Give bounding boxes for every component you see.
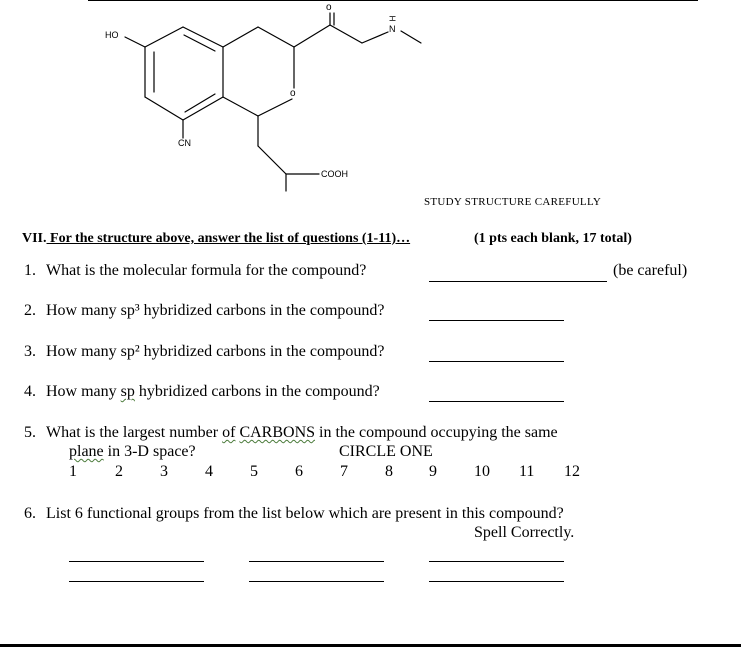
question-5-text	[46, 424, 558, 442]
question-5-plane: plane	[69, 443, 104, 460]
question-2-number: 2.	[24, 302, 36, 319]
heading-text: For the structure above, answer the list of questions (1-11)…	[46, 231, 411, 246]
question-5-of: of	[222, 424, 236, 441]
aromatic-bond	[185, 94, 215, 112]
question-6-number: 6.	[24, 505, 36, 522]
aromatic-bond	[184, 35, 215, 51]
circle-one-label: CIRCLE ONE	[339, 443, 433, 460]
question-5-carbons: CARBONS	[239, 424, 316, 441]
functional-group-blank[interactable]	[249, 561, 384, 562]
question-5-number: 5.	[24, 424, 36, 441]
cooh-label: COOH	[321, 169, 348, 179]
answer-blank-4[interactable]	[429, 401, 564, 402]
bond	[183, 97, 223, 120]
bond	[258, 146, 286, 174]
nh-n-label: N	[389, 24, 396, 34]
question-3-text: How many sp² hybridized carbons in the compound?	[46, 343, 385, 360]
question-4-sp: sp	[120, 383, 135, 400]
bond	[294, 25, 330, 47]
bond	[362, 32, 388, 43]
functional-group-blank[interactable]	[249, 581, 384, 582]
carbonyl-oxygen-label: o	[326, 2, 332, 13]
bond	[125, 37, 145, 47]
answer-blank-1[interactable]	[429, 281, 607, 282]
option-3[interactable]: 3	[160, 463, 168, 480]
question-3-number: 3.	[24, 343, 36, 360]
answer-blank-2[interactable]	[429, 320, 564, 321]
question-5-text-before: What is the largest number	[46, 424, 223, 441]
option-6[interactable]: 6	[295, 463, 303, 480]
question-5-text-after: in the compound occupying the same	[315, 424, 558, 441]
heading-prefix: VII.	[22, 231, 47, 246]
option-9[interactable]: 9	[429, 463, 437, 480]
bond	[258, 99, 292, 116]
question-1-text: What is the molecular formula for the compound?	[46, 262, 367, 279]
functional-group-blank[interactable]	[429, 561, 564, 562]
question-5-line2-rest: in 3-D space?	[103, 443, 196, 460]
answer-blank-3[interactable]	[429, 361, 564, 362]
option-5[interactable]: 5	[250, 463, 258, 480]
nh-h-label: H	[388, 15, 398, 22]
option-2[interactable]: 2	[115, 463, 123, 480]
option-1[interactable]: 1	[69, 463, 77, 480]
points-note: (1 pts each blank, 17 total)	[474, 231, 632, 246]
section-heading	[22, 231, 410, 247]
question-4-text-before: How many	[46, 383, 121, 400]
bond	[258, 27, 294, 47]
option-7[interactable]: 7	[340, 463, 348, 480]
question-5-line2	[69, 443, 196, 461]
bottom-rule	[0, 644, 741, 647]
option-11[interactable]: 11	[519, 463, 535, 480]
bond	[145, 97, 183, 120]
question-1-note: (be careful)	[613, 262, 688, 279]
functional-group-blank[interactable]	[69, 561, 204, 562]
question-4-text	[46, 383, 380, 401]
cn-label: CN	[178, 138, 191, 148]
bond	[330, 25, 362, 43]
functional-group-blank[interactable]	[69, 581, 204, 582]
functional-group-blank[interactable]	[429, 581, 564, 582]
question-6-text: List 6 functional groups from the list below which are present in this compound?	[46, 505, 564, 522]
question-6-note: Spell Correctly.	[474, 524, 575, 541]
bond	[223, 27, 258, 47]
question-1-number: 1.	[24, 262, 36, 279]
study-caption: STUDY STRUCTURE CAREFULLY	[424, 196, 602, 208]
ring-oxygen-label: o	[290, 88, 296, 99]
option-4[interactable]: 4	[205, 463, 213, 480]
option-8[interactable]: 8	[385, 463, 393, 480]
bond	[401, 31, 421, 43]
option-10[interactable]: 10	[474, 463, 490, 480]
option-12[interactable]: 12	[564, 463, 580, 480]
question-4-number: 4.	[24, 383, 36, 400]
question-2-text: How many sp³ hybridized carbons in the compound?	[46, 302, 385, 319]
bond	[145, 27, 183, 47]
bond	[223, 97, 258, 116]
question-4-text-after: hybridized carbons in the compound?	[134, 383, 380, 400]
ho-label: HO	[105, 30, 119, 40]
